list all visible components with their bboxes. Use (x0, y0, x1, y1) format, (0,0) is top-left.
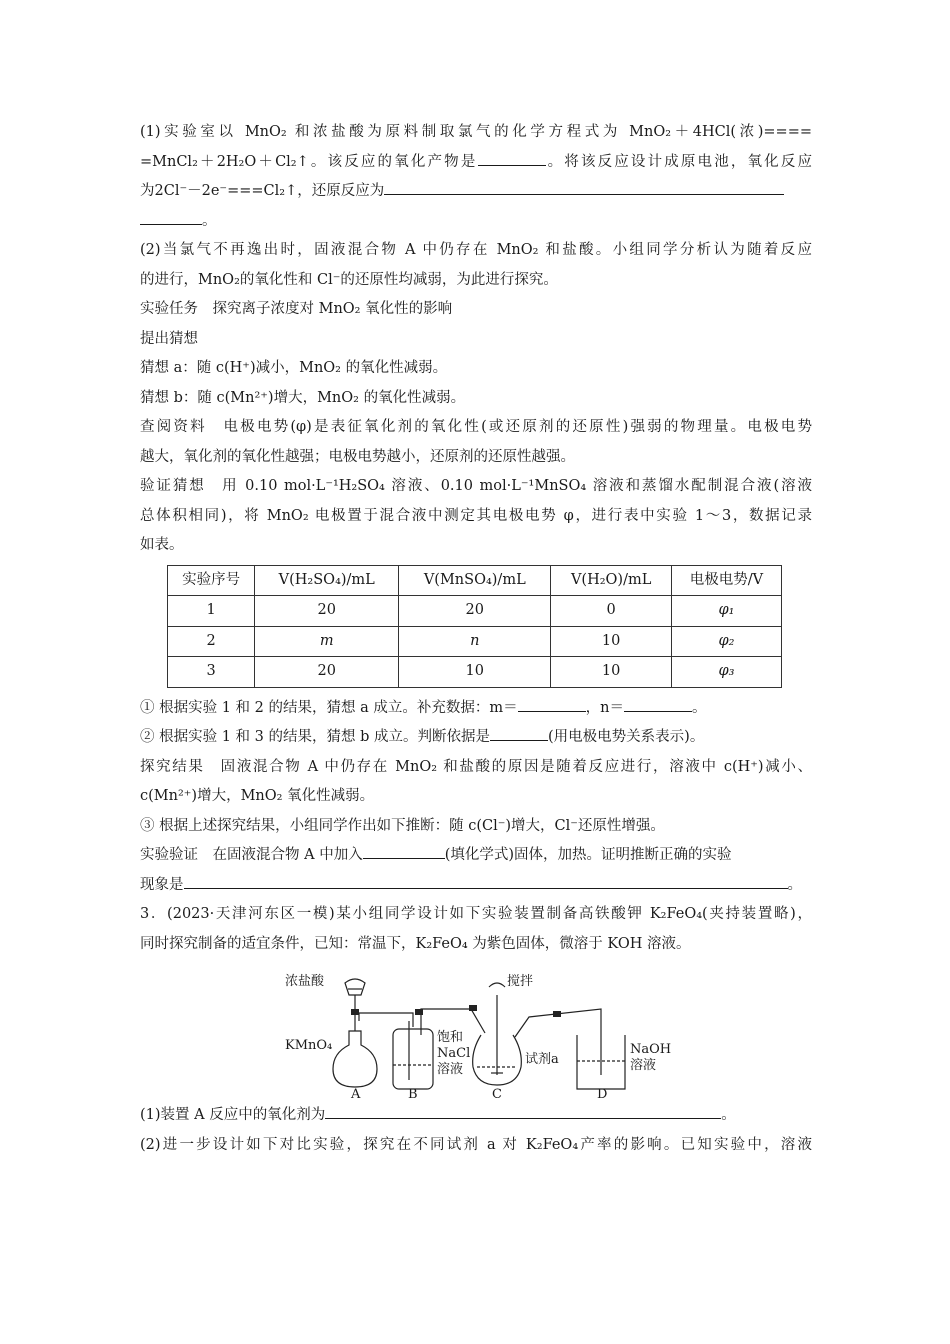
after-c2 (140, 723, 812, 753)
q1-line3 (140, 177, 812, 207)
answer-blank-m[interactable] (518, 697, 586, 712)
after-exp1 (140, 841, 812, 871)
answer-blank[interactable] (325, 1104, 721, 1119)
q2-hypo-b: 猜想 b：随 c(Mn²⁺)增大，MnO₂ 的氧化性减弱。 (140, 389, 466, 406)
q1-line2-text: =MnCl₂＋2H₂O＋Cl₂↑。该反应的氧化产物是 (140, 153, 478, 170)
table-cell: 20 (255, 657, 399, 688)
label-B: B (408, 1087, 418, 1102)
q2-ref1: 查阅资料 电极电势(φ)是表征氧化剂的氧化性(或还原剂的还原性)强弱的物理量。电极电势 (140, 419, 812, 435)
after-c1 (140, 694, 812, 724)
table-cell: 10 (551, 657, 672, 688)
table-cell: 10 (551, 626, 672, 657)
q1-line1: (1)实验室以 MnO₂ 和浓盐酸为原料制取氯气的化学方程式为 MnO₂＋4HCl(浓)==== (140, 124, 812, 140)
after-c3: ③ 根据上述探究结果，小组同学作出如下推断：随 c(Cl⁻)增大，Cl⁻还原性增强。 (140, 817, 665, 834)
table-row (168, 657, 782, 688)
table-header: V(H₂O)/mL (551, 565, 672, 596)
label-A: A (351, 1087, 361, 1102)
data-table (167, 565, 782, 688)
document-page (140, 118, 812, 1160)
label-solution-d: 溶液 (630, 1058, 657, 1073)
after-c1-text: ① 根据实验 1 和 2 的结果，猜想 a 成立。补充数据：m＝ (140, 699, 518, 716)
after-res2: c(Mn²⁺)增大，MnO₂ 氧化性减弱。 (140, 788, 375, 804)
label-C: C (492, 1087, 502, 1102)
answer-blank[interactable] (384, 180, 784, 195)
label-nacl: NaCl (437, 1046, 471, 1061)
after-c2-text-b: (用电极电势关系表示)。 (548, 729, 705, 745)
q2-line1: (2)当氯气不再逸出时，固液混合物 A 中仍存在 MnO₂ 和盐酸。小组同学分析认为随着反应 (140, 242, 812, 258)
table-cell: n (399, 626, 551, 657)
q1-line4 (140, 207, 812, 237)
label-kmno4: KMnO₄ (285, 1038, 333, 1053)
after-c1-end: 。 (691, 699, 707, 716)
apparatus-figure (140, 965, 812, 1102)
label-stir: 搅拌 (507, 974, 534, 989)
table-header-row (168, 565, 782, 596)
q3-s1 (140, 1101, 812, 1131)
q2-hypo-a: 猜想 a：随 c(H⁺)减小，MnO₂ 的氧化性减弱。 (140, 360, 448, 376)
table-header: 实验序号 (168, 565, 255, 596)
label-reagent-a: 试剂a (525, 1052, 559, 1067)
label-naoh: NaOH (630, 1042, 672, 1057)
answer-blank[interactable] (184, 874, 788, 889)
after-exp-text-b: (填化学式)固体，加热。证明推断正确的实验 (444, 847, 732, 863)
table-cell: 0 (551, 596, 672, 627)
after-c1-text-b: ，n＝ (585, 699, 624, 716)
answer-blank[interactable] (140, 210, 202, 225)
q1-line4-end: 。 (202, 212, 217, 229)
q3-line2: 同时探究制备的适宜条件，已知：常温下，K₂FeO₄ 为紫色固体，微溶于 KOH 溶液。 (140, 935, 691, 952)
after-res1: 探究结果 固液混合物 A 中仍存在 MnO₂ 和盐酸的原因是随着反应进行，溶液中 c(H⁺)减小、 (140, 758, 812, 775)
q2-verify1: 验证猜想 用 0.10 mol·L⁻¹H₂SO₄ 溶液、0.10 mol·L⁻¹MnSO₄ 溶液和蒸馏水配制混合液(溶液 (140, 478, 812, 494)
table-cell: 20 (255, 596, 399, 627)
apparatus-diagram (285, 965, 672, 1102)
q2-verify2: 总体积相同)，将 MnO₂ 电极置于混合液中测定其电极电势 φ，进行表中实验 1～3，数据记录 (140, 507, 812, 524)
table-cell: φ₂ (671, 626, 781, 657)
q3-s2: (2)进一步设计如下对比实验，探究在不同试剂 a 对 K₂FeO₄产率的影响。已知实验中，溶液 (140, 1136, 812, 1153)
q3-line1: 3．(2023·天津河东区一模)某小组同学设计如下实验装置制备高铁酸钾 K₂FeO₄(夹持装置略)， (140, 906, 812, 922)
table-cell: 1 (168, 596, 255, 627)
q1-line3-text: 为2Cl⁻－2e⁻===Cl₂↑，还原反应为 (140, 183, 385, 199)
table-cell: φ₁ (671, 596, 781, 627)
q2-task: 实验任务 探究离子浓度对 MnO₂ 氧化性的影响 (140, 301, 453, 317)
after-exp2 (140, 871, 812, 901)
table-header: V(H₂SO₄)/mL (255, 565, 399, 596)
table-cell: 3 (168, 657, 255, 688)
q1-line2-text-b: 。将该反应设计成原电池，氧化反应 (545, 153, 812, 170)
q3-s1-text: (1)装置 A 反应中的氧化剂为 (140, 1107, 326, 1123)
table-header: V(MnSO₄)/mL (399, 565, 551, 596)
label-D: D (597, 1087, 608, 1102)
answer-blank[interactable] (490, 726, 548, 741)
answer-blank-n[interactable] (624, 697, 692, 712)
table-cell: m (255, 626, 399, 657)
q3-s1-end: 。 (721, 1107, 736, 1123)
q2-verify3: 如表。 (140, 537, 184, 553)
answer-blank[interactable] (478, 151, 546, 166)
answer-blank[interactable] (363, 844, 445, 859)
after-exp-text: 实验验证 在固液混合物 A 中加入 (140, 847, 363, 863)
q2-line2: 的进行，MnO₂的氧化性和 Cl⁻的还原性均减弱，为此进行探究。 (140, 271, 558, 288)
q2-ref2: 越大，氧化剂的氧化性越强；电极电势越小，还原剂的还原性越强。 (140, 448, 575, 465)
table-cell: 10 (399, 657, 551, 688)
after-c2-text: ② 根据实验 1 和 3 的结果，猜想 b 成立。判断依据是 (140, 729, 490, 745)
table-header: 电极电势/V (671, 565, 781, 596)
table-cell: 2 (168, 626, 255, 657)
q1-line2 (140, 148, 812, 178)
table-row (168, 596, 782, 627)
label-solution-b: 溶液 (437, 1062, 464, 1077)
label-conc-hcl: 浓盐酸 (285, 974, 325, 989)
q2-hypo-title: 提出猜想 (140, 330, 198, 347)
after-exp2-end: 。 (787, 876, 802, 893)
table-row (168, 626, 782, 657)
table-cell: φ₃ (671, 657, 781, 688)
after-exp2-text: 现象是 (140, 876, 184, 893)
table-cell: 20 (399, 596, 551, 627)
label-saturated: 饱和 (437, 1030, 464, 1045)
